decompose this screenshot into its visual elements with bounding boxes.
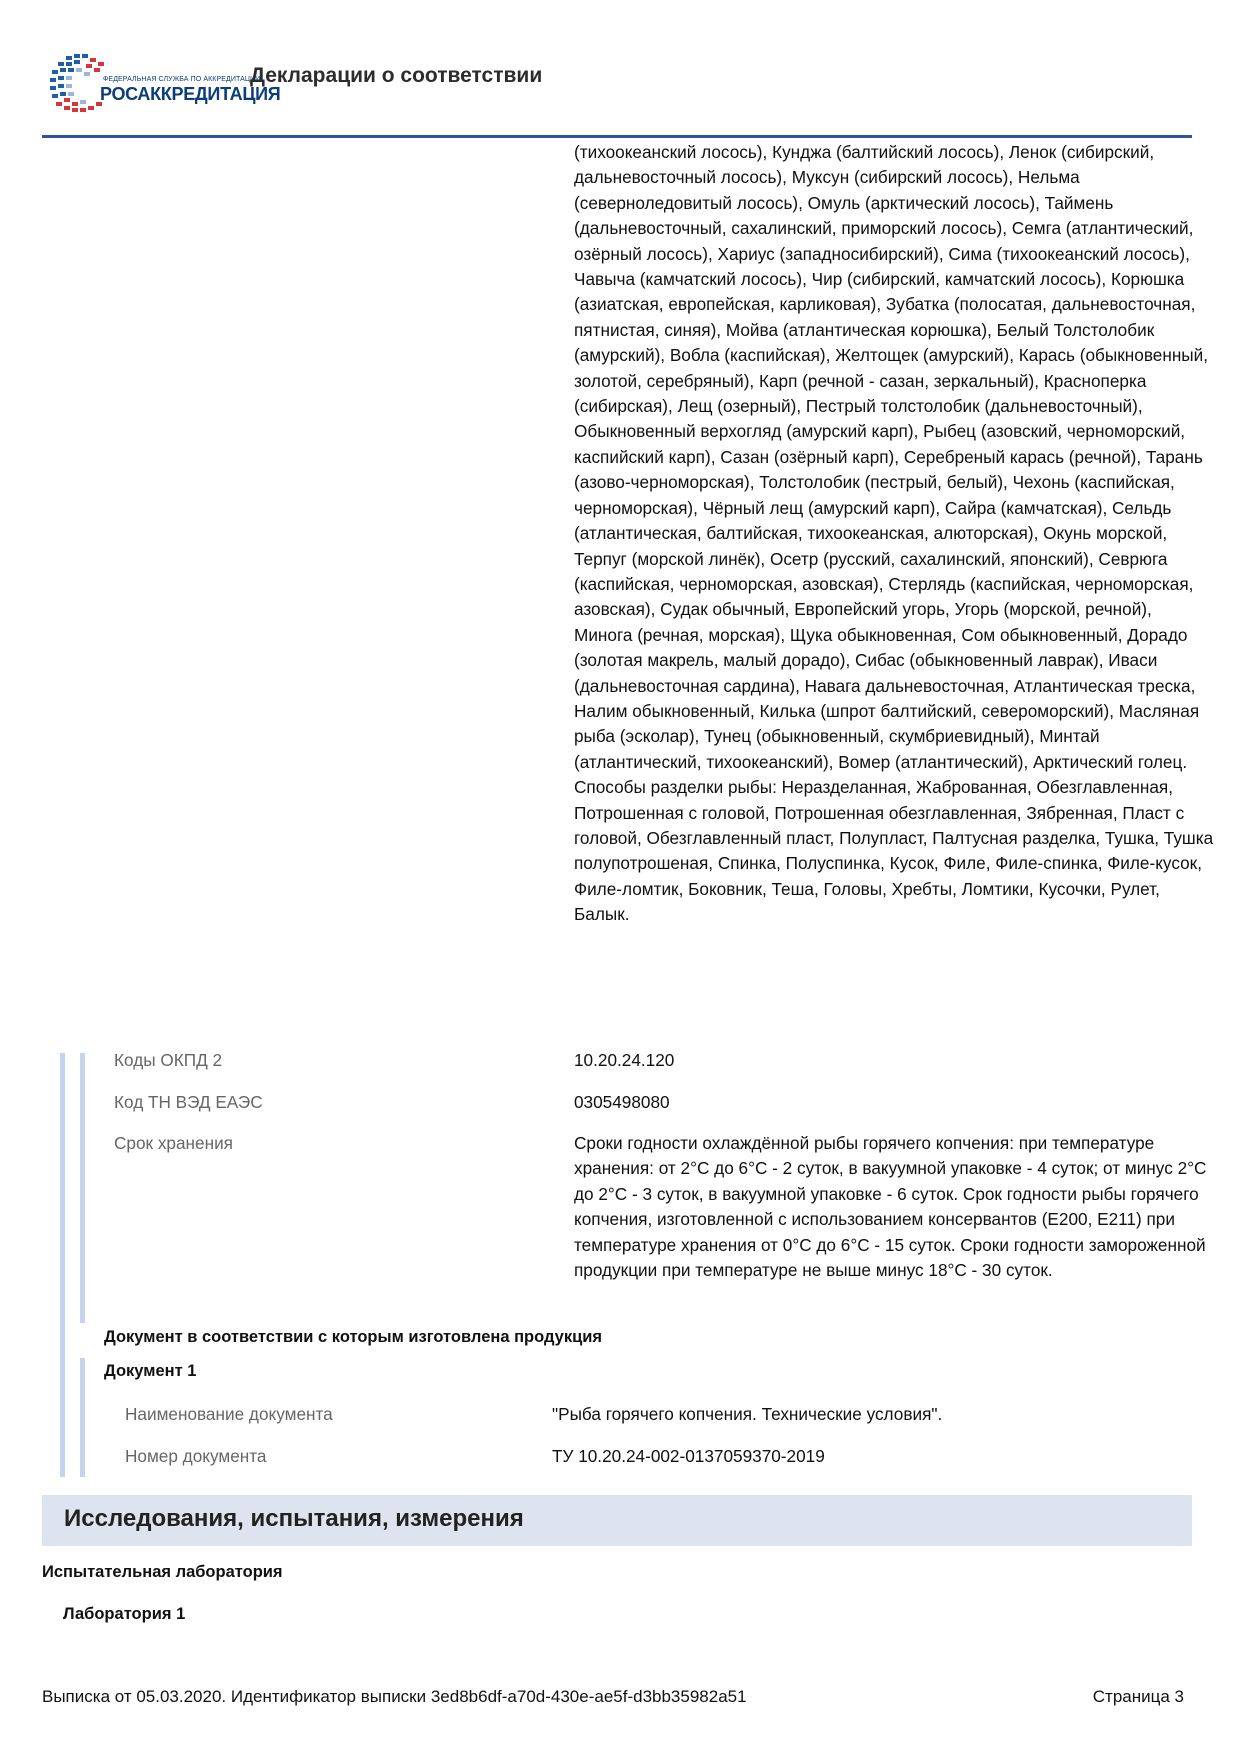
rosaccreditation-logo (46, 48, 281, 128)
document-number-value: ТУ 10.20.24-002-0137059370-2019 (552, 1446, 825, 1466)
document-name-label: Наименование документа (125, 1404, 333, 1424)
page-number: Страница 3 (1092, 1687, 1184, 1706)
logo-subtitle: ФЕДЕРАЛЬНАЯ СЛУЖБА ПО АККРЕДИТАЦИИ (103, 76, 261, 83)
document-number-label: Номер документа (125, 1446, 267, 1466)
page-header (42, 40, 1192, 138)
shelf-life-label: Срок хранения (114, 1133, 233, 1153)
test-lab-heading: Испытательная лаборатория (42, 1563, 283, 1581)
research-section-header (42, 1495, 1192, 1546)
okpd-value: 10.20.24.120 (574, 1050, 675, 1070)
shelf-life-value: Сроки годности охлаждённой рыбы горячего копчения: при температуре хранения: от 2°С до 6°С - 2 суток, в вакуумной упаковке - 4 суток; от минус 2°С до 2°С - 3 суток, в вакуумной упаковке - 6 суток. Срок годности рыбы горячего копчения, изготовленной с использованием консервантов (Е200, Е211) при температуре хранения от 0°С до 6°С - 15 суток. Сроки годности замороженной продукции при температуре не выше минус 18°С - 30 суток. (574, 1133, 1207, 1281)
header-divider (42, 135, 1192, 138)
extract-footer: Выписка от 05.03.2020. Идентификатор выписки 3ed8b6df-a70d-430e-ae5f-d3bb35982a51 (42, 1687, 747, 1706)
product-indent-bar (80, 1053, 85, 1323)
document-1-title: Документ 1 (104, 1362, 197, 1380)
section-indent-bar (60, 1053, 65, 1477)
lab-1-title: Лаборатория 1 (63, 1605, 186, 1623)
document-indent-bar (80, 1358, 85, 1477)
documents-heading: Документ в соответствии с которым изготовлена продукция (104, 1328, 603, 1346)
document-name-value: "Рыба горячего копчения. Технические условия". (552, 1404, 943, 1424)
research-section-title: Исследования, испытания, измерения (64, 1505, 524, 1532)
product-species-text: (тихоокеанский лосось), Кунджа (балтийский лосось), Ленок (сибирский, дальневосточный лосось), Муксун (сибирский лосось), Нельма (северноледовитый лосось), Омуль (арктический лосось), Таймень (дальневосточный, сахалинский, приморский лосось), Семга (атлантический, озёрный лосось), Хариус (западносибирский), Сима (тихоокеанский лосось), Чавыча (камчатский лосось), Чир (сибирский, камчатский лосось), Корюшка (азиатская, европейская, карликовая), Зубатка (полосатая, дальневосточная, пятнистая, синяя), Мойва (атлантическая корюшка), Белый Толстолобик (амурский), Вобла (каспийская), Желтощек (амурский), Карась (обыкновенный, золотой, серебряный), Карп (речной - сазан, зеркальный), Красноперка (сибирская), Лещ (озерный), Пестрый толстолобик (дальневосточный), Обыкновенный верхогляд (амурский карп), Рыбец (азовский, черноморский, каспийский карп), Сазан (озёрный карп), Серебреный карась (речной), Тарань (азово-черноморская), Толстолобик (пестрый, белый), Чехонь (каспийская, черноморская), Чёрный лещ (амурский карп), Сайра (камчатская), Сельдь (атлантическая, балтийская, тихоокеанская, алюторская), Окунь морской, Терпуг (морской линёк), Осетр (русский, сахалинский, японский), Севрюга (каспийская, черноморская, азовская), Стерлядь (каспийская, черноморская, азовская), Судак обычный, Европейский угорь, Угорь (морской, речной), Минога (речная, морская), Щука обыкновенная, Сом обыкновенный, Дорадо (золотая макрель, малый дорадо), Сибас (обыкновенный лаврак), Иваси (дальневосточная сардина), Навага дальневосточная, Атлантическая треска, Налим обыкновенный, Килька (шпрот балтийский, североморский), Масляная рыба (эсколар), Тунец (обыкновенный, скумбриевидный), Минтай (атлантический, тихоокеанский), Вомер (атлантический), Арктический голец. Способы разделки рыбы: Неразделанная, Жаброванная, Обезглавленная, Потрошенная с головой, Потрошенная обезглавленная, Зябренная, Пласт с головой, Обезглавленный пласт, Полупласт, Палтусная разделка, Тушка, Тушка полупотрошеная, Спинка, Полуспинка, Кусок, Филе, Филе-спинка, Филе-кусок, Филе-ломтик, Боковник, Теша, Головы, Хребты, Ломтики, Кусочки, Рулет, Балык. (574, 142, 1214, 925)
page-title: Декларации о соответствии (250, 64, 543, 87)
okpd-label: Коды ОКПД 2 (114, 1050, 223, 1070)
tnved-label: Код ТН ВЭД ЕАЭС (114, 1092, 263, 1112)
logo-wordmark: РОСАККРЕДИТАЦИЯ (100, 84, 281, 104)
tnved-value: 0305498080 (574, 1092, 670, 1112)
